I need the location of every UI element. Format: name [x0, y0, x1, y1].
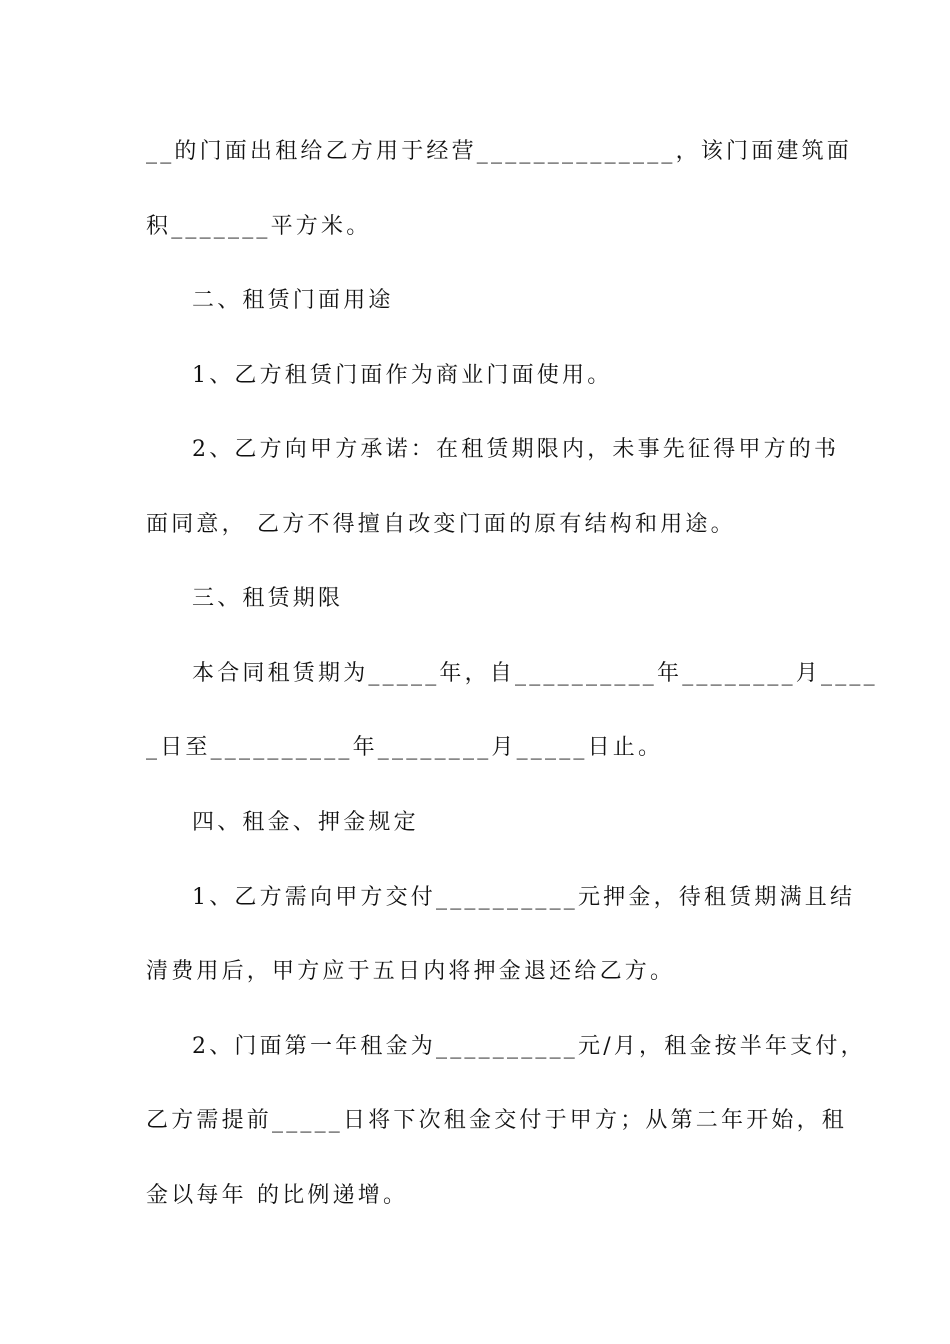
clause-4-1-line-1: 1、乙方需向甲方交付__________元押金，待租赁期满且结 — [192, 885, 856, 910]
clause-4-2-line-3: 金以每年 的比例递增。 — [146, 1183, 409, 1208]
section-heading-term: 三、租赁期限 — [192, 586, 344, 611]
clause-4-2-line-1: 2、门面第一年租金为__________元/月，租金按半年支付， — [192, 1034, 866, 1059]
paragraph-line-1: __的门面出租给乙方用于经营______________，该门面建筑面 — [146, 139, 853, 164]
clause-4-1-line-2: 清费用后，甲方应于五日内将押金退还给乙方。 — [146, 959, 676, 984]
term-line-1: 本合同租赁期为_____年，自__________年________月____ — [192, 661, 878, 686]
paragraph-line-2: 积_______平方米。 — [146, 214, 372, 239]
section-heading-rent: 四、租金、押金规定 — [192, 810, 419, 835]
clause-2-2-line-1: 2、乙方向甲方承诺：在租赁期限内，未事先征得甲方的书 — [192, 437, 840, 462]
clause-2-1: 1、乙方租赁门面作为商业门面使用。 — [192, 363, 613, 388]
clause-4-2-line-2: 乙方需提前_____日将下次租金交付于甲方；从第二年开始，租 — [146, 1108, 848, 1133]
clause-2-2-line-2: 面同意， 乙方不得擅自改变门面的原有结构和用途。 — [146, 512, 736, 537]
section-heading-usage: 二、租赁门面用途 — [192, 288, 394, 313]
term-line-2: _日至__________年________月_____日止。 — [146, 735, 664, 760]
